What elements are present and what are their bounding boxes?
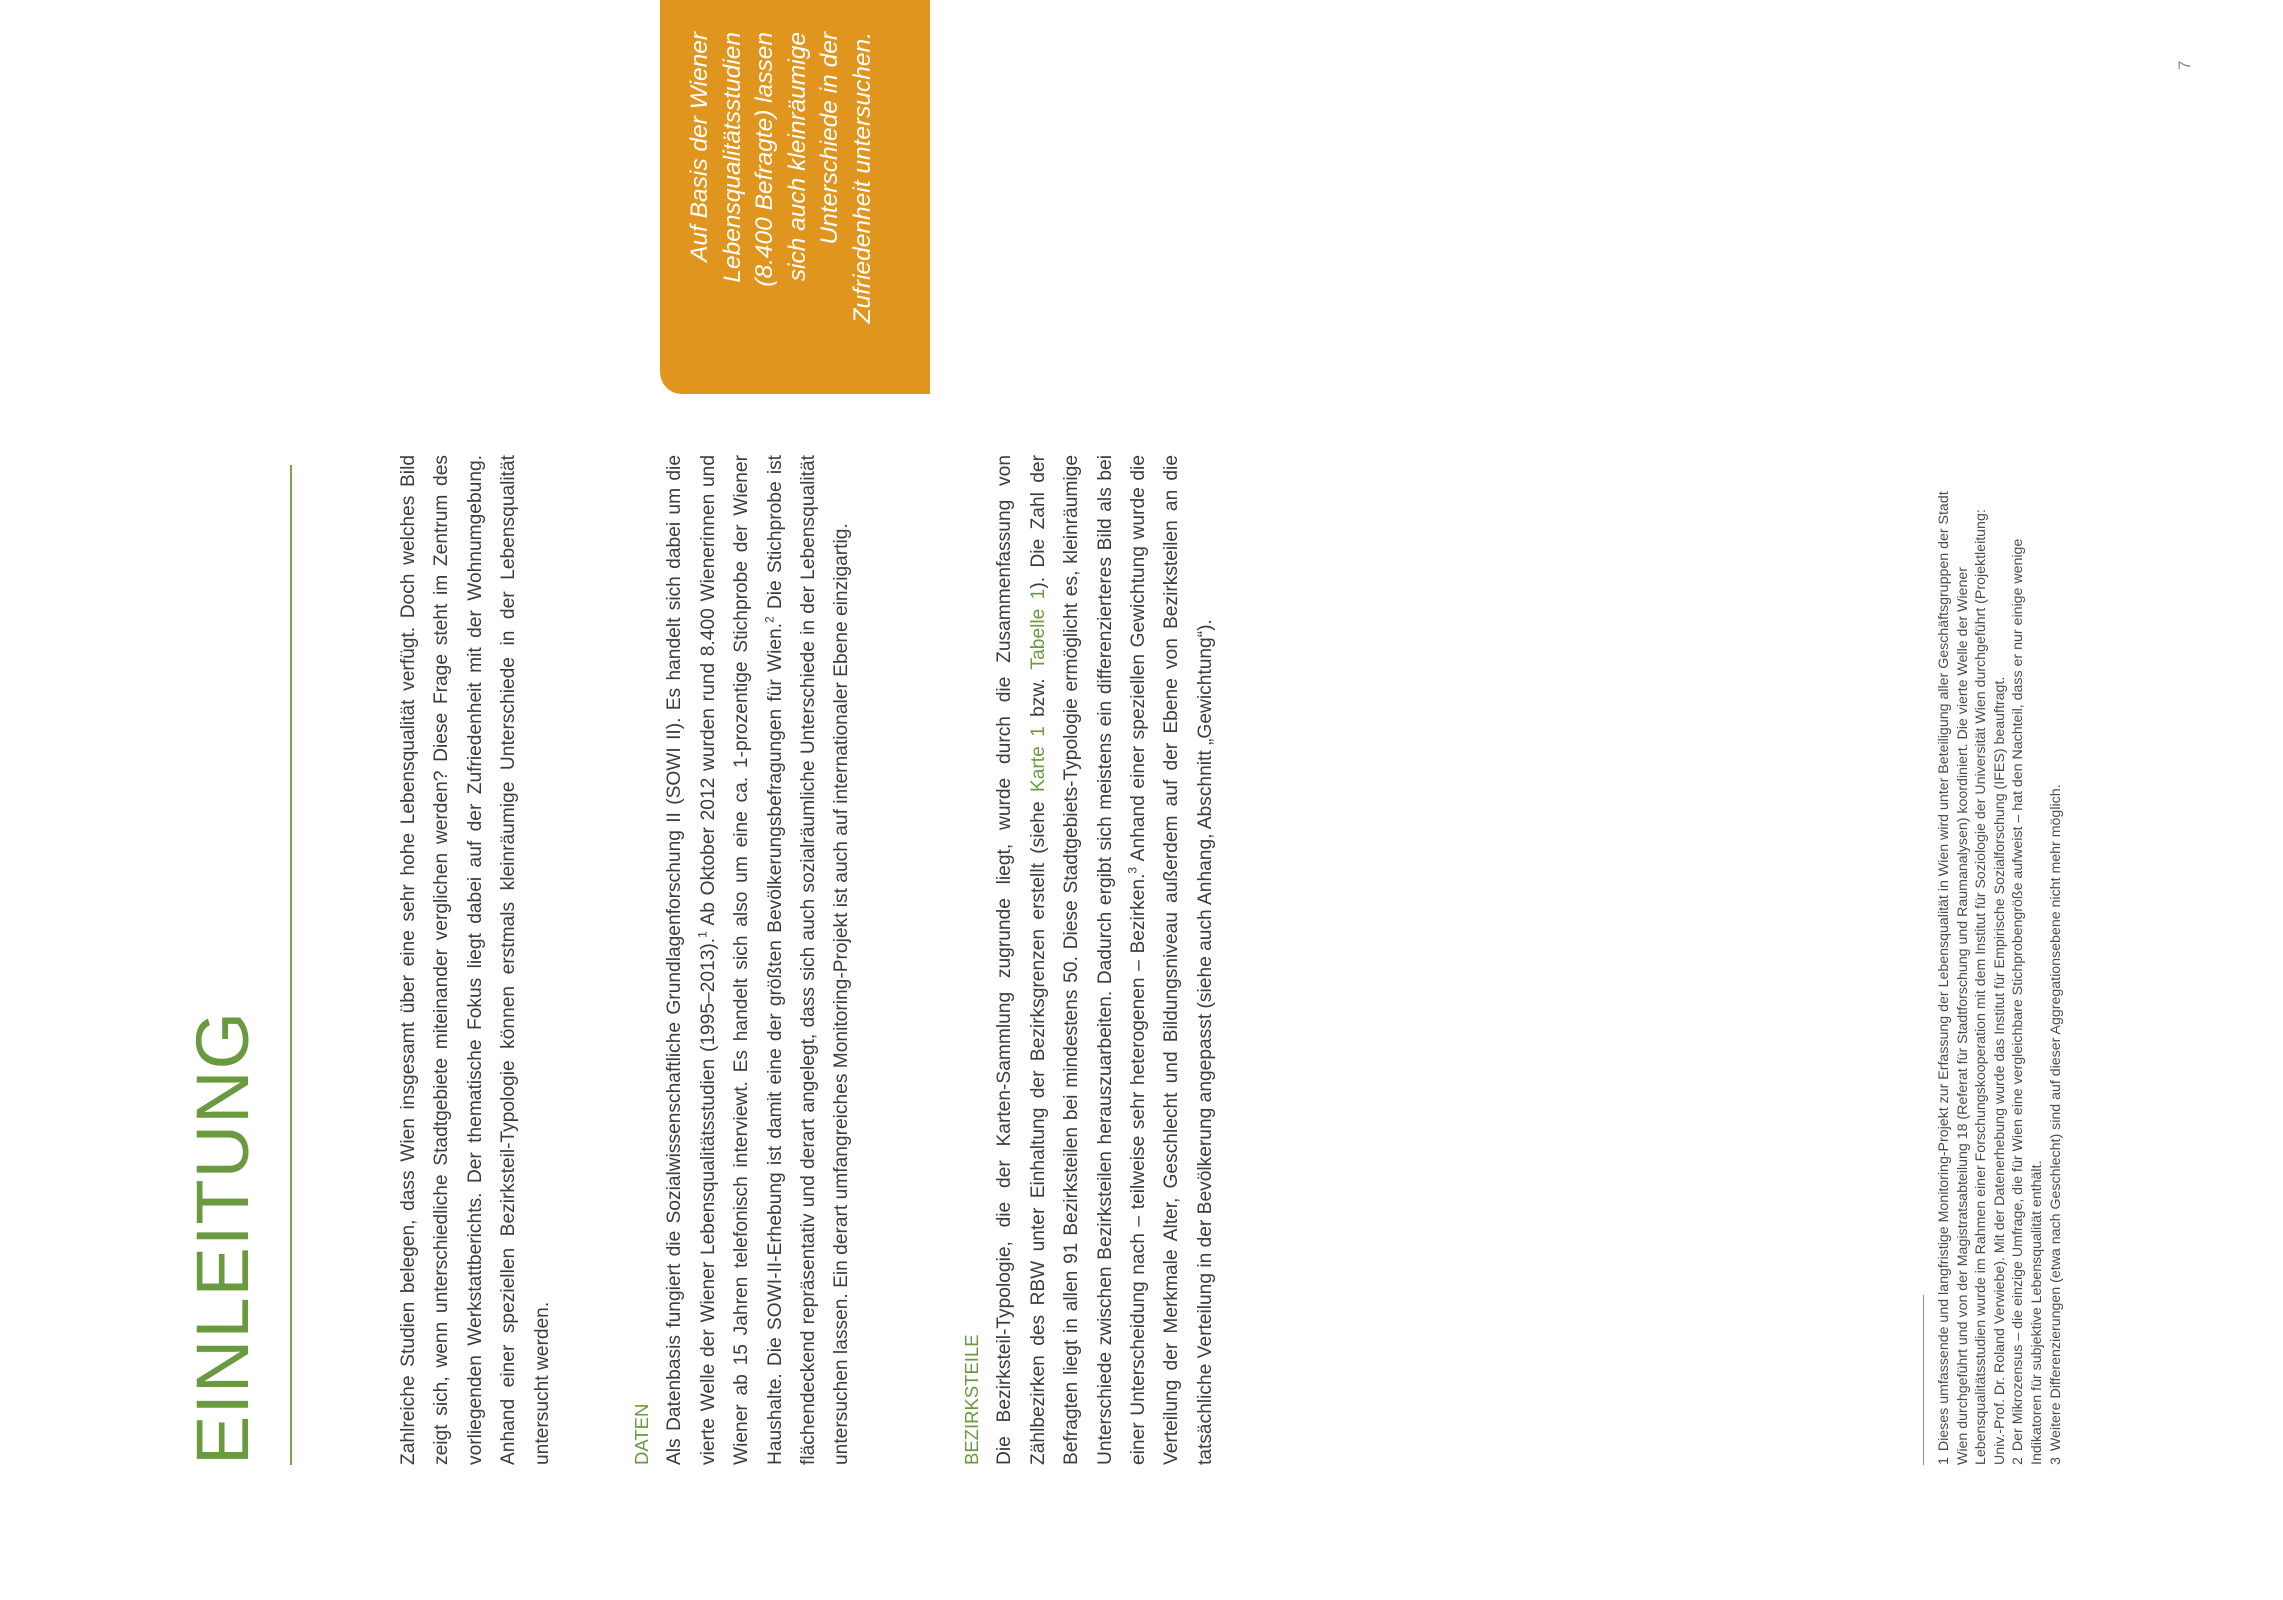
daten-text-c: Die Stichprobe ist flächendeckend repräsentativ und derart angelegt, dass sich auch sozialräumliche Unterschiede in der Lebensqualität untersuchen lassen. Ein derart umfangreiches Monitoring-Projekt ist auch auf internationaler Ebene einzigartig. [764, 454, 853, 1465]
daten-section [625, 455, 859, 1465]
link-tabelle-1[interactable]: Tabelle 1 [1027, 588, 1049, 670]
page-number: 7 [2175, 60, 2194, 70]
bezirksteile-text-b: bzw. [1027, 669, 1049, 727]
section-heading-bezirksteile: BEZIRKSTEILE [961, 1334, 982, 1465]
daten-text-a: Als Datenbasis fungiert die Sozialwissenschaftliche Grundlagenforschung II (SOWI II). Es handelt sich dabei um die vierte Welle der Wiener Lebensqualitätsstudien (1995–2013). [664, 455, 719, 1465]
daten-text-b: Ab Oktober 2012 wurden rund 8.400 Wienerinnen und Wiener ab 15 Jahren telefonisch interviewt. Es handelt sich also um eine ca. 1-prozentige Stichprobe der Wiener Haushalte. Die SOWI-II-Erhebung ist damit eine der größten Bevölkerungsbefragungen für Wien. [697, 455, 786, 1465]
bezirksteile-text-c: ). Die Zahl der Befragten liegt in allen 91 Bezirksteilen bei mindestens 50. Diese Stadtgebiets-Typologie ermöglicht es, kleinräumige Unterschiede zwischen Bezirksteilen herauszuarbeiten. Dadurch ergibt sich meistens ein differenzierteres Bild als bei einer Unterscheidung nach – teilweise sehr heterogenen – Bezirken. [1027, 455, 1150, 1465]
footnote-text: Weitere Differenzierungen (etwa nach Geschlecht) sind auf dieser Aggregationsebene nicht mehr möglich. [2047, 784, 2064, 1452]
footnote-ref-3[interactable]: 3 [1125, 866, 1140, 874]
footnote-number: 2 [2010, 1457, 2027, 1465]
link-karte-1[interactable]: Karte 1 [1027, 726, 1049, 793]
bezirksteile-section [955, 455, 1222, 1465]
bezirksteile-paragraph [988, 455, 1222, 1465]
callout-box [660, 0, 930, 394]
intro-section [392, 455, 559, 1465]
section-heading-daten: DATEN [631, 1403, 652, 1465]
bezirksteile-text-d: Anhand einer speziellen Gewichtung wurde die Verteilung der Merkmale Alter, Geschlecht und Bildungsniveau außerdem auf der Ebene von Bezirksteilen an die tatsächliche Verteilung in der Bevölkerung angepasst (siehe auch Anhang, Abschnitt „Gewichtung“). [1128, 455, 1216, 1465]
page-title: EINLEITUNG [181, 1010, 264, 1465]
daten-paragraph [658, 455, 858, 1465]
footnote-divider [1923, 1295, 1924, 1465]
footnote-ref-2[interactable]: 2 [762, 616, 777, 623]
footnote-number: 3 [2047, 1457, 2064, 1465]
footnotes [1935, 475, 2065, 1465]
footnote-number: 1 [1936, 1457, 1952, 1465]
footnote-text: Dieses umfassende und langfristige Monitoring-Projekt zur Erfassung der Lebensqualität in Wien wird unter Beteiligung aller Geschäftsgruppen der Stadt Wien durchgeführt und von der Magistratsabteilung 18 (Referat für Stadtforschung und Raumanalysen) koordiniert. Die vierte Welle der Wiener Lebensqualitätsstudien wurde im Rahmen einer Forschungskooperation mit dem Institut für Soziologie der Universität Wien durchgeführt (Projektleitung: Univ.-Prof. Dr. Roland Verwiebe). Mit der Datenerhebung wurde das Institut für Empirische Sozialforschung (IFES) beauftragt. [1936, 491, 2008, 1465]
footnote-ref-1[interactable]: 1 [695, 931, 710, 938]
footnote-text: Der Mikrozensus – die einzige Umfrage, die für Wien eine vergleichbare Stichprobengröße aufweist – hat den Nachteil, dass er nur einige wenige Indikatoren für subjektive Lebensqualität enthält. [2010, 538, 2045, 1465]
title-divider [290, 465, 292, 1465]
callout-text: Auf Basis der Wiener Lebensqualitätsstudien (8.400 Befragte) lassen sich auch kleinräumige Unterschiede in der Zufriedenheit untersuchen. [686, 32, 876, 324]
footnote-2 [2009, 475, 2046, 1465]
bezirksteile-text-a: Die Bezirksteil-Typologie, die der Karten-Sammlung zugrunde liegt, wurde durch die Zusammenfassung von Zählbezirken des RBW unter Einhaltung der Bezirksgrenzen erstellt (siehe [994, 455, 1049, 1465]
footnote-3 [2047, 475, 2066, 1465]
footnote-1 [1935, 475, 2009, 1465]
intro-paragraph: Zahlreiche Studien belegen, dass Wien insgesamt über eine sehr hohe Lebensqualität verfügt. Doch welches Bild zeigt sich, wenn unterschiedliche Stadtgebiete miteinander verglichen werden? Diese Frage steht im Zentrum des vorliegenden Werkstattberichts. Der thematische Fokus liegt dabei auf der Zufriedenheit mit der Wohnumgebung. Anhand einer speziellen Bezirksteil-Typologie können erstmals kleinräumige Unterschiede in der Lebensqualität untersucht werden. [398, 455, 553, 1465]
